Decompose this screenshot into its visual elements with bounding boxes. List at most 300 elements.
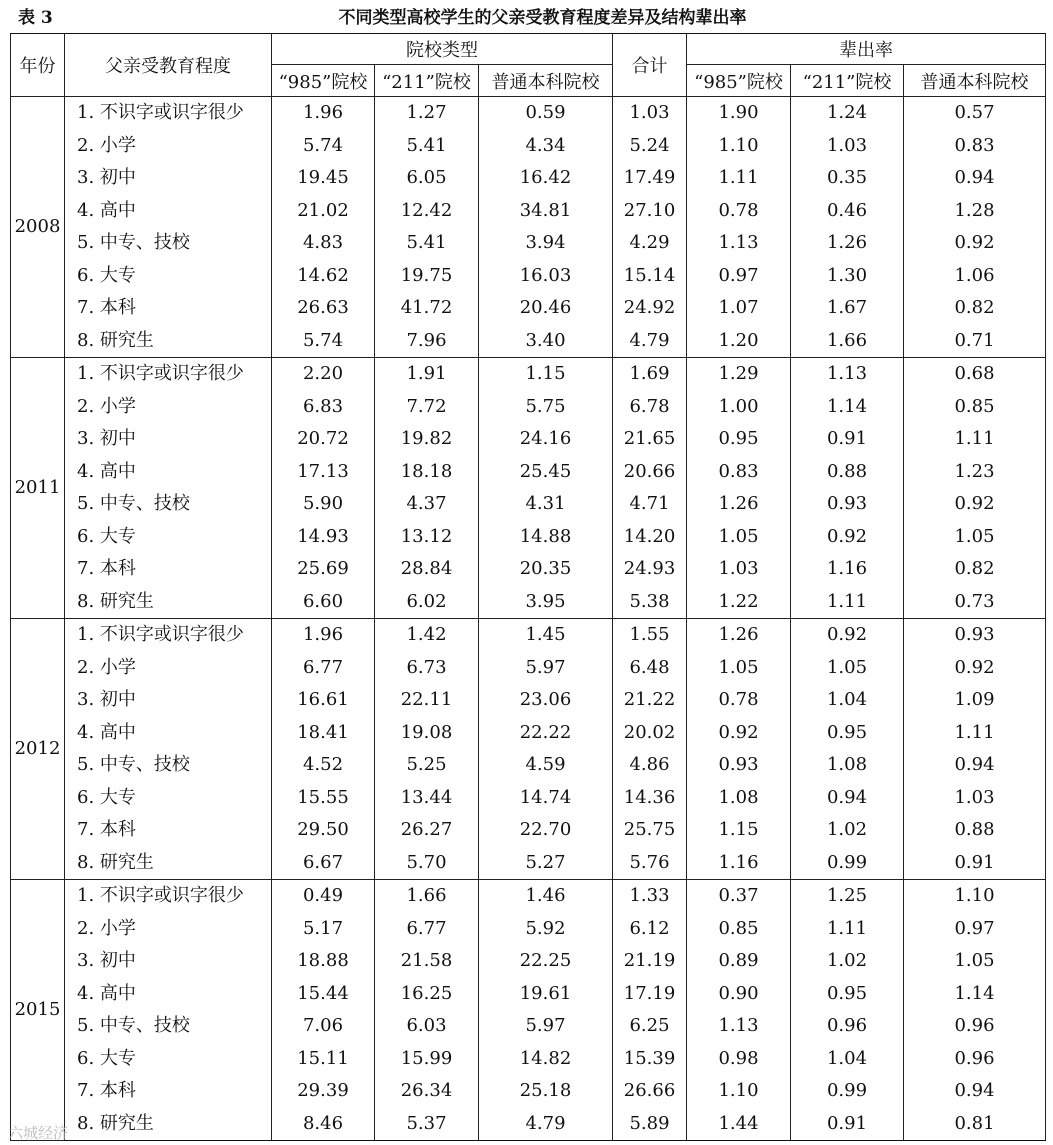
- value-cell: 1.23: [904, 456, 1046, 489]
- value-cell: 1.66: [791, 325, 904, 358]
- value-cell: 5.76: [613, 847, 687, 880]
- header-education: 父亲受教育程度: [65, 34, 272, 97]
- value-cell: 1.67: [791, 292, 904, 325]
- value-cell: 1.00: [687, 391, 791, 424]
- value-cell: 1.15: [687, 814, 791, 847]
- value-cell: 1.05: [791, 652, 904, 685]
- table-row: [11, 227, 1046, 260]
- value-cell: 1.96: [272, 619, 375, 652]
- value-cell: 5.38: [613, 586, 687, 619]
- value-cell: 0.92: [791, 521, 904, 554]
- value-cell: 1.10: [687, 1075, 791, 1108]
- table-row: [11, 260, 1046, 293]
- table-row: [11, 391, 1046, 424]
- value-cell: 0.94: [904, 162, 1046, 195]
- value-cell: 4.79: [613, 325, 687, 358]
- value-cell: 22.70: [479, 814, 613, 847]
- header-year: 年份: [11, 34, 65, 97]
- value-cell: 5.17: [272, 913, 375, 946]
- watermark-logo: 六城经济: [8, 1124, 69, 1142]
- value-cell: 6.67: [272, 847, 375, 880]
- value-cell: 6.77: [375, 913, 479, 946]
- value-cell: 2.20: [272, 358, 375, 391]
- value-cell: 24.92: [613, 292, 687, 325]
- value-cell: 4.79: [479, 1108, 613, 1141]
- value-cell: 1.16: [687, 847, 791, 880]
- value-cell: 0.99: [791, 1075, 904, 1108]
- value-cell: 12.42: [375, 195, 479, 228]
- value-cell: 1.11: [791, 586, 904, 619]
- value-cell: 0.49: [272, 880, 375, 913]
- education-cell: 8. 研究生: [65, 325, 272, 358]
- value-cell: 15.11: [272, 1043, 375, 1076]
- value-cell: 1.10: [904, 880, 1046, 913]
- value-cell: 15.44: [272, 978, 375, 1011]
- education-cell: 1. 不识字或识字很少: [65, 880, 272, 913]
- value-cell: 1.07: [687, 292, 791, 325]
- value-cell: 4.29: [613, 227, 687, 260]
- value-cell: 1.33: [613, 880, 687, 913]
- value-cell: 20.02: [613, 717, 687, 750]
- table-row: [11, 1075, 1046, 1108]
- value-cell: 0.93: [687, 749, 791, 782]
- value-cell: 19.61: [479, 978, 613, 1011]
- value-cell: 3.95: [479, 586, 613, 619]
- education-cell: 8. 研究生: [65, 847, 272, 880]
- value-cell: 22.11: [375, 684, 479, 717]
- value-cell: 41.72: [375, 292, 479, 325]
- value-cell: 1.26: [687, 619, 791, 652]
- value-cell: 6.05: [375, 162, 479, 195]
- value-cell: 4.52: [272, 749, 375, 782]
- value-cell: 1.69: [613, 358, 687, 391]
- value-cell: 20.66: [613, 456, 687, 489]
- table-row: [11, 292, 1046, 325]
- value-cell: 5.97: [479, 652, 613, 685]
- value-cell: 18.41: [272, 717, 375, 750]
- value-cell: 17.13: [272, 456, 375, 489]
- value-cell: 16.61: [272, 684, 375, 717]
- value-cell: 0.68: [904, 358, 1046, 391]
- value-cell: 0.94: [904, 1075, 1046, 1108]
- value-cell: 15.14: [613, 260, 687, 293]
- value-cell: 0.95: [791, 978, 904, 1011]
- value-cell: 0.71: [904, 325, 1046, 358]
- value-cell: 4.83: [272, 227, 375, 260]
- value-cell: 0.59: [479, 97, 613, 130]
- value-cell: 7.06: [272, 1010, 375, 1043]
- value-cell: 0.82: [904, 292, 1046, 325]
- value-cell: 20.46: [479, 292, 613, 325]
- table-caption: [10, 0, 1045, 30]
- data-table: [10, 33, 1046, 1141]
- value-cell: 0.95: [687, 423, 791, 456]
- value-cell: 4.31: [479, 488, 613, 521]
- value-cell: 1.96: [272, 97, 375, 130]
- education-cell: 1. 不识字或识字很少: [65, 358, 272, 391]
- table-row: [11, 325, 1046, 358]
- value-cell: 1.06: [904, 260, 1046, 293]
- table-row: [11, 586, 1046, 619]
- education-cell: 6. 大专: [65, 782, 272, 815]
- value-cell: 0.78: [687, 684, 791, 717]
- value-cell: 0.96: [904, 1010, 1046, 1043]
- value-cell: 5.24: [613, 130, 687, 163]
- value-cell: 1.03: [613, 97, 687, 130]
- value-cell: 24.93: [613, 553, 687, 586]
- value-cell: 1.05: [687, 521, 791, 554]
- value-cell: 0.91: [791, 1108, 904, 1141]
- value-cell: 13.12: [375, 521, 479, 554]
- value-cell: 1.26: [687, 488, 791, 521]
- education-cell: 4. 高中: [65, 717, 272, 750]
- value-cell: 1.14: [904, 978, 1046, 1011]
- value-cell: 15.55: [272, 782, 375, 815]
- table-row: [11, 814, 1046, 847]
- value-cell: 0.83: [687, 456, 791, 489]
- value-cell: 29.39: [272, 1075, 375, 1108]
- value-cell: 25.69: [272, 553, 375, 586]
- table-row: [11, 162, 1046, 195]
- education-cell: 2. 小学: [65, 391, 272, 424]
- value-cell: 0.73: [904, 586, 1046, 619]
- education-cell: 8. 研究生: [65, 586, 272, 619]
- value-cell: 0.46: [791, 195, 904, 228]
- table-row: [11, 195, 1046, 228]
- value-cell: 26.63: [272, 292, 375, 325]
- value-cell: 1.11: [904, 423, 1046, 456]
- education-cell: 2. 小学: [65, 652, 272, 685]
- value-cell: 6.60: [272, 586, 375, 619]
- header-regular: 普通本科院校: [479, 65, 613, 97]
- value-cell: 25.18: [479, 1075, 613, 1108]
- value-cell: 23.06: [479, 684, 613, 717]
- education-cell: 4. 高中: [65, 978, 272, 1011]
- value-cell: 6.48: [613, 652, 687, 685]
- value-cell: 21.58: [375, 945, 479, 978]
- table-row: [11, 1108, 1046, 1141]
- education-cell: 4. 高中: [65, 195, 272, 228]
- table-row: [11, 913, 1046, 946]
- value-cell: 1.03: [791, 130, 904, 163]
- value-cell: 17.49: [613, 162, 687, 195]
- education-cell: 6. 大专: [65, 260, 272, 293]
- value-cell: 15.99: [375, 1043, 479, 1076]
- value-cell: 1.30: [791, 260, 904, 293]
- value-cell: 0.92: [904, 488, 1046, 521]
- header-ratio-regular: 普通本科院校: [904, 65, 1046, 97]
- value-cell: 1.91: [375, 358, 479, 391]
- value-cell: 16.03: [479, 260, 613, 293]
- value-cell: 1.13: [791, 358, 904, 391]
- value-cell: 1.55: [613, 619, 687, 652]
- table-row: [11, 880, 1046, 913]
- value-cell: 17.19: [613, 978, 687, 1011]
- education-cell: 5. 中专、技校: [65, 227, 272, 260]
- value-cell: 22.22: [479, 717, 613, 750]
- value-cell: 1.13: [687, 227, 791, 260]
- education-cell: 7. 本科: [65, 292, 272, 325]
- table-row: [11, 553, 1046, 586]
- table-row: [11, 847, 1046, 880]
- value-cell: 0.83: [904, 130, 1046, 163]
- year-cell: 2012: [11, 619, 65, 880]
- value-cell: 20.35: [479, 553, 613, 586]
- value-cell: 19.75: [375, 260, 479, 293]
- value-cell: 1.45: [479, 619, 613, 652]
- value-cell: 1.44: [687, 1108, 791, 1141]
- value-cell: 0.92: [904, 227, 1046, 260]
- education-cell: 6. 大专: [65, 521, 272, 554]
- value-cell: 0.96: [791, 1010, 904, 1043]
- value-cell: 4.59: [479, 749, 613, 782]
- value-cell: 0.98: [687, 1043, 791, 1076]
- education-cell: 7. 本科: [65, 1075, 272, 1108]
- value-cell: 0.93: [904, 619, 1046, 652]
- value-cell: 15.39: [613, 1043, 687, 1076]
- value-cell: 20.72: [272, 423, 375, 456]
- table-row: [11, 945, 1046, 978]
- value-cell: 14.36: [613, 782, 687, 815]
- table-row: [11, 749, 1046, 782]
- header-total: 合计: [613, 34, 687, 97]
- table-row: [11, 358, 1046, 391]
- table-row: [11, 652, 1046, 685]
- value-cell: 5.75: [479, 391, 613, 424]
- education-cell: 3. 初中: [65, 162, 272, 195]
- value-cell: 14.93: [272, 521, 375, 554]
- education-cell: 2. 小学: [65, 130, 272, 163]
- education-cell: 1. 不识字或识字很少: [65, 619, 272, 652]
- value-cell: 21.22: [613, 684, 687, 717]
- value-cell: 6.12: [613, 913, 687, 946]
- value-cell: 5.97: [479, 1010, 613, 1043]
- value-cell: 1.03: [904, 782, 1046, 815]
- value-cell: 1.02: [791, 945, 904, 978]
- value-cell: 1.26: [791, 227, 904, 260]
- value-cell: 26.34: [375, 1075, 479, 1108]
- table-number: 表 3: [18, 8, 53, 28]
- value-cell: 1.05: [904, 945, 1046, 978]
- value-cell: 1.90: [687, 97, 791, 130]
- value-cell: 1.27: [375, 97, 479, 130]
- education-cell: 5. 中专、技校: [65, 1010, 272, 1043]
- education-cell: 6. 大专: [65, 1043, 272, 1076]
- table-body: [11, 97, 1046, 1141]
- value-cell: 3.94: [479, 227, 613, 260]
- table-row: [11, 1010, 1046, 1043]
- value-cell: 1.04: [791, 684, 904, 717]
- value-cell: 0.91: [904, 847, 1046, 880]
- value-cell: 6.25: [613, 1010, 687, 1043]
- value-cell: 4.71: [613, 488, 687, 521]
- value-cell: 0.35: [791, 162, 904, 195]
- value-cell: 7.96: [375, 325, 479, 358]
- value-cell: 1.20: [687, 325, 791, 358]
- table-row: [11, 619, 1046, 652]
- value-cell: 0.96: [904, 1043, 1046, 1076]
- value-cell: 1.22: [687, 586, 791, 619]
- value-cell: 1.08: [791, 749, 904, 782]
- table-row: [11, 521, 1046, 554]
- value-cell: 1.46: [479, 880, 613, 913]
- value-cell: 21.65: [613, 423, 687, 456]
- value-cell: 5.89: [613, 1108, 687, 1141]
- table-row: [11, 684, 1046, 717]
- value-cell: 0.91: [791, 423, 904, 456]
- value-cell: 0.37: [687, 880, 791, 913]
- table-row: [11, 717, 1046, 750]
- education-cell: 5. 中专、技校: [65, 488, 272, 521]
- value-cell: 0.99: [791, 847, 904, 880]
- education-cell: 7. 本科: [65, 553, 272, 586]
- header-985: “985”院校: [272, 65, 375, 97]
- value-cell: 6.02: [375, 586, 479, 619]
- value-cell: 5.27: [479, 847, 613, 880]
- education-cell: 2. 小学: [65, 913, 272, 946]
- value-cell: 24.16: [479, 423, 613, 456]
- value-cell: 21.19: [613, 945, 687, 978]
- education-cell: 5. 中专、技校: [65, 749, 272, 782]
- value-cell: 1.66: [375, 880, 479, 913]
- value-cell: 5.90: [272, 488, 375, 521]
- value-cell: 0.82: [904, 553, 1046, 586]
- value-cell: 14.82: [479, 1043, 613, 1076]
- education-cell: 3. 初中: [65, 423, 272, 456]
- education-cell: 7. 本科: [65, 814, 272, 847]
- value-cell: 6.73: [375, 652, 479, 685]
- value-cell: 5.37: [375, 1108, 479, 1141]
- value-cell: 1.02: [791, 814, 904, 847]
- value-cell: 0.97: [687, 260, 791, 293]
- value-cell: 0.57: [904, 97, 1046, 130]
- table-row: [11, 97, 1046, 130]
- value-cell: 21.02: [272, 195, 375, 228]
- value-cell: 4.37: [375, 488, 479, 521]
- value-cell: 1.03: [687, 553, 791, 586]
- value-cell: 0.88: [791, 456, 904, 489]
- value-cell: 1.16: [791, 553, 904, 586]
- value-cell: 16.42: [479, 162, 613, 195]
- value-cell: 27.10: [613, 195, 687, 228]
- value-cell: 6.78: [613, 391, 687, 424]
- value-cell: 1.14: [791, 391, 904, 424]
- value-cell: 0.94: [791, 782, 904, 815]
- value-cell: 5.74: [272, 325, 375, 358]
- value-cell: 4.86: [613, 749, 687, 782]
- year-cell: 2011: [11, 358, 65, 619]
- value-cell: 5.41: [375, 227, 479, 260]
- value-cell: 26.27: [375, 814, 479, 847]
- header-ratio-211: “211”院校: [791, 65, 904, 97]
- year-cell: 2015: [11, 880, 65, 1141]
- education-cell: 8. 研究生: [65, 1108, 272, 1141]
- table-row: [11, 130, 1046, 163]
- value-cell: 19.82: [375, 423, 479, 456]
- value-cell: 1.24: [791, 97, 904, 130]
- value-cell: 1.05: [904, 521, 1046, 554]
- value-cell: 14.20: [613, 521, 687, 554]
- value-cell: 1.09: [904, 684, 1046, 717]
- value-cell: 0.85: [904, 391, 1046, 424]
- value-cell: 18.88: [272, 945, 375, 978]
- value-cell: 0.94: [904, 749, 1046, 782]
- value-cell: 1.15: [479, 358, 613, 391]
- value-cell: 1.42: [375, 619, 479, 652]
- table-row: [11, 456, 1046, 489]
- header-ratio: 辈出率: [687, 34, 1046, 65]
- value-cell: 0.92: [791, 619, 904, 652]
- value-cell: 6.83: [272, 391, 375, 424]
- header-school-type: 院校类型: [272, 34, 613, 65]
- value-cell: 0.97: [904, 913, 1046, 946]
- value-cell: 0.92: [904, 652, 1046, 685]
- value-cell: 13.44: [375, 782, 479, 815]
- value-cell: 8.46: [272, 1108, 375, 1141]
- header-ratio-985: “985”院校: [687, 65, 791, 97]
- value-cell: 1.29: [687, 358, 791, 391]
- value-cell: 6.77: [272, 652, 375, 685]
- value-cell: 5.74: [272, 130, 375, 163]
- table-row: [11, 782, 1046, 815]
- education-cell: 3. 初中: [65, 945, 272, 978]
- value-cell: 18.18: [375, 456, 479, 489]
- value-cell: 7.72: [375, 391, 479, 424]
- table-header: [11, 34, 1046, 97]
- year-cell: 2008: [11, 97, 65, 358]
- value-cell: 0.78: [687, 195, 791, 228]
- value-cell: 0.95: [791, 717, 904, 750]
- value-cell: 0.88: [904, 814, 1046, 847]
- table-row: [11, 978, 1046, 1011]
- value-cell: 1.13: [687, 1010, 791, 1043]
- value-cell: 5.92: [479, 913, 613, 946]
- value-cell: 5.41: [375, 130, 479, 163]
- table-row: [11, 423, 1046, 456]
- value-cell: 19.45: [272, 162, 375, 195]
- value-cell: 14.62: [272, 260, 375, 293]
- value-cell: 1.25: [791, 880, 904, 913]
- value-cell: 25.45: [479, 456, 613, 489]
- header-211: “211”院校: [375, 65, 479, 97]
- table-title: 不同类型高校学生的父亲受教育程度差异及结构辈出率: [338, 8, 747, 28]
- value-cell: 0.85: [687, 913, 791, 946]
- value-cell: 1.28: [904, 195, 1046, 228]
- value-cell: 19.08: [375, 717, 479, 750]
- value-cell: 14.74: [479, 782, 613, 815]
- value-cell: 26.66: [613, 1075, 687, 1108]
- education-cell: 3. 初中: [65, 684, 272, 717]
- value-cell: 5.70: [375, 847, 479, 880]
- value-cell: 1.10: [687, 130, 791, 163]
- value-cell: 0.81: [904, 1108, 1046, 1141]
- value-cell: 28.84: [375, 553, 479, 586]
- value-cell: 1.08: [687, 782, 791, 815]
- value-cell: 1.11: [791, 913, 904, 946]
- value-cell: 25.75: [613, 814, 687, 847]
- value-cell: 1.11: [904, 717, 1046, 750]
- education-cell: 1. 不识字或识字很少: [65, 97, 272, 130]
- value-cell: 0.93: [791, 488, 904, 521]
- value-cell: 1.05: [687, 652, 791, 685]
- value-cell: 1.04: [791, 1043, 904, 1076]
- value-cell: 34.81: [479, 195, 613, 228]
- value-cell: 5.25: [375, 749, 479, 782]
- value-cell: 14.88: [479, 521, 613, 554]
- value-cell: 22.25: [479, 945, 613, 978]
- education-cell: 4. 高中: [65, 456, 272, 489]
- value-cell: 0.92: [687, 717, 791, 750]
